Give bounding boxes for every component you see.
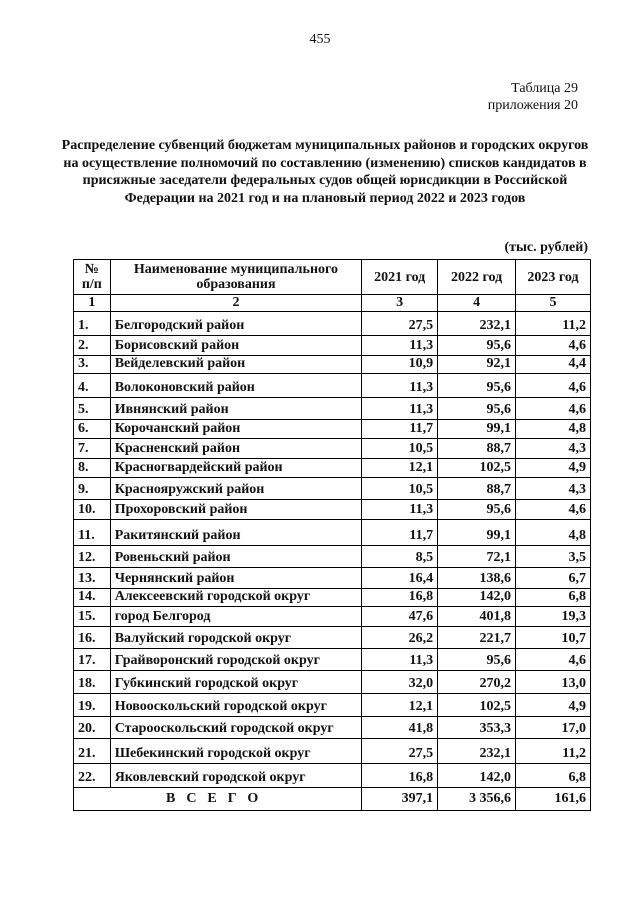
row-2022: 95,6 xyxy=(438,374,516,398)
row-number: 21. xyxy=(74,739,111,764)
table-row xyxy=(74,739,591,764)
row-name: Корочанский район xyxy=(110,420,362,439)
row-name: Алексеевский городской округ xyxy=(110,589,362,607)
units-label: (тыс. рублей) xyxy=(504,240,588,255)
row-number: 22. xyxy=(74,764,111,788)
colnum-2: 2 xyxy=(110,295,362,312)
row-2021: 16,8 xyxy=(362,589,438,607)
row-name: Валуйский городской округ xyxy=(110,627,362,649)
table-ref-line2: приложения 20 xyxy=(487,98,578,113)
row-2023: 4,3 xyxy=(516,478,591,500)
row-2023: 4,6 xyxy=(516,398,591,420)
row-number: 7. xyxy=(74,439,111,459)
row-2021: 41,8 xyxy=(362,717,438,739)
row-2023: 11,2 xyxy=(516,739,591,764)
table-row xyxy=(74,717,591,739)
row-name: Губкинский городской округ xyxy=(110,671,362,694)
row-name: Красногвардейский район xyxy=(110,459,362,478)
row-2023: 4,6 xyxy=(516,374,591,398)
row-number: 4. xyxy=(74,374,111,398)
row-name: Старооскольский городской округ xyxy=(110,717,362,739)
row-2023: 11,2 xyxy=(516,312,591,336)
row-name: Новооскольский городской округ xyxy=(110,694,362,717)
header-name: Наименование муниципального образования xyxy=(110,260,362,295)
row-2021: 10,5 xyxy=(362,478,438,500)
table-row xyxy=(74,589,591,607)
row-2023: 4,6 xyxy=(516,649,591,671)
row-2022: 102,5 xyxy=(438,694,516,717)
row-2022: 99,1 xyxy=(438,420,516,439)
row-2023: 6,8 xyxy=(516,589,591,607)
row-2023: 19,3 xyxy=(516,607,591,627)
row-number: 10. xyxy=(74,500,111,520)
row-2021: 12,1 xyxy=(362,459,438,478)
row-2023: 4,9 xyxy=(516,459,591,478)
row-2022: 232,1 xyxy=(438,312,516,336)
table-row xyxy=(74,500,591,520)
row-2022: 221,7 xyxy=(438,627,516,649)
row-2021: 8,5 xyxy=(362,546,438,568)
row-name: Шебекинский городской округ xyxy=(110,739,362,764)
row-2023: 17,0 xyxy=(516,717,591,739)
table-ref-line1: Таблица 29 xyxy=(511,81,578,96)
table-row xyxy=(74,649,591,671)
row-2021: 11,3 xyxy=(362,336,438,356)
row-2021: 47,6 xyxy=(362,607,438,627)
row-name: Белгородский район xyxy=(110,312,362,336)
row-number: 19. xyxy=(74,694,111,717)
colnum-5: 5 xyxy=(516,295,591,312)
table-row xyxy=(74,694,591,717)
row-2022: 142,0 xyxy=(438,589,516,607)
table-row xyxy=(74,374,591,398)
row-name: Чернянский район xyxy=(110,568,362,589)
header-2023: 2023 год xyxy=(516,260,591,295)
table-row xyxy=(74,568,591,589)
row-name: Грайворонский городской округ xyxy=(110,649,362,671)
table-row xyxy=(74,459,591,478)
row-2022: 95,6 xyxy=(438,398,516,420)
row-name: Красненский район xyxy=(110,439,362,459)
table-header-row xyxy=(74,260,591,295)
header-num: № п/п xyxy=(74,260,111,295)
row-name: Яковлевский городской округ xyxy=(110,764,362,788)
row-number: 15. xyxy=(74,607,111,627)
table-row xyxy=(74,764,591,788)
table-row xyxy=(74,627,591,649)
row-2022: 353,3 xyxy=(438,717,516,739)
row-2021: 32,0 xyxy=(362,671,438,694)
row-2021: 11,7 xyxy=(362,520,438,546)
row-number: 13. xyxy=(74,568,111,589)
row-2022: 88,7 xyxy=(438,439,516,459)
table-row xyxy=(74,398,591,420)
row-number: 8. xyxy=(74,459,111,478)
row-2021: 11,3 xyxy=(362,398,438,420)
row-2021: 11,3 xyxy=(362,649,438,671)
header-2022: 2022 год xyxy=(438,260,516,295)
table-row xyxy=(74,312,591,336)
table-row xyxy=(74,546,591,568)
row-2022: 99,1 xyxy=(438,520,516,546)
total-2023: 161,6 xyxy=(516,788,591,811)
row-2021: 10,5 xyxy=(362,439,438,459)
colnum-3: 3 xyxy=(362,295,438,312)
row-2023: 4,4 xyxy=(516,356,591,374)
row-number: 1. xyxy=(74,312,111,336)
row-2021: 11,3 xyxy=(362,374,438,398)
subventions-table xyxy=(73,259,591,811)
row-2021: 27,5 xyxy=(362,739,438,764)
row-2022: 95,6 xyxy=(438,336,516,356)
row-2023: 13,0 xyxy=(516,671,591,694)
row-2021: 26,2 xyxy=(362,627,438,649)
row-2023: 10,7 xyxy=(516,627,591,649)
row-2022: 95,6 xyxy=(438,500,516,520)
row-2023: 4,6 xyxy=(516,336,591,356)
row-number: 16. xyxy=(74,627,111,649)
total-row xyxy=(74,788,591,811)
table-row xyxy=(74,420,591,439)
row-number: 18. xyxy=(74,671,111,694)
row-2022: 401,8 xyxy=(438,607,516,627)
row-2023: 4,8 xyxy=(516,420,591,439)
row-number: 3. xyxy=(74,356,111,374)
row-number: 17. xyxy=(74,649,111,671)
table-row xyxy=(74,439,591,459)
document-title: Распределение субвенций бюджетам муниципальных районов и городских округов на осуществление полномочий по составлению (изменению) списков кандидатов в присяжные заседатели федеральных судов общей юрисдикции в Российской Федерации на 2021 год и на плановый период 2022 и 2023 годов xyxy=(61,138,589,206)
row-2022: 142,0 xyxy=(438,764,516,788)
row-2022: 232,1 xyxy=(438,739,516,764)
row-2022: 270,2 xyxy=(438,671,516,694)
row-2021: 16,8 xyxy=(362,764,438,788)
total-2021: 397,1 xyxy=(362,788,438,811)
row-name: Ровеньский район xyxy=(110,546,362,568)
row-2023: 3,5 xyxy=(516,546,591,568)
row-number: 11. xyxy=(74,520,111,546)
table-reference xyxy=(488,80,578,114)
table-row xyxy=(74,520,591,546)
row-2023: 4,3 xyxy=(516,439,591,459)
row-2022: 95,6 xyxy=(438,649,516,671)
colnum-4: 4 xyxy=(438,295,516,312)
row-2021: 11,3 xyxy=(362,500,438,520)
row-2021: 12,1 xyxy=(362,694,438,717)
total-label: ВСЕГО xyxy=(74,788,362,811)
row-name: Борисовский район xyxy=(110,336,362,356)
row-2021: 16,4 xyxy=(362,568,438,589)
row-2021: 27,5 xyxy=(362,312,438,336)
row-number: 2. xyxy=(74,336,111,356)
row-2022: 138,6 xyxy=(438,568,516,589)
row-2022: 72,1 xyxy=(438,546,516,568)
row-number: 6. xyxy=(74,420,111,439)
row-number: 5. xyxy=(74,398,111,420)
row-2023: 4,8 xyxy=(516,520,591,546)
row-name: город Белгород xyxy=(110,607,362,627)
colnum-1: 1 xyxy=(74,295,111,312)
row-name: Краснояружский район xyxy=(110,478,362,500)
row-name: Прохоровский район xyxy=(110,500,362,520)
row-name: Ивнянский район xyxy=(110,398,362,420)
row-number: 14. xyxy=(74,589,111,607)
column-numbers-row xyxy=(74,295,591,312)
total-2022: 3 356,6 xyxy=(438,788,516,811)
row-2022: 92,1 xyxy=(438,356,516,374)
row-2021: 11,7 xyxy=(362,420,438,439)
row-2022: 102,5 xyxy=(438,459,516,478)
row-name: Волоконовский район xyxy=(110,374,362,398)
row-2023: 6,7 xyxy=(516,568,591,589)
row-2023: 4,6 xyxy=(516,500,591,520)
table-row xyxy=(74,478,591,500)
table-row xyxy=(74,671,591,694)
row-number: 12. xyxy=(74,546,111,568)
table-row xyxy=(74,336,591,356)
row-name: Вейделевский район xyxy=(110,356,362,374)
page-number: 455 xyxy=(309,32,331,47)
table-row xyxy=(74,356,591,374)
row-number: 9. xyxy=(74,478,111,500)
row-2023: 6,8 xyxy=(516,764,591,788)
header-2021: 2021 год xyxy=(362,260,438,295)
row-2023: 4,9 xyxy=(516,694,591,717)
row-2022: 88,7 xyxy=(438,478,516,500)
row-2021: 10,9 xyxy=(362,356,438,374)
row-number: 20. xyxy=(74,717,111,739)
table-row xyxy=(74,607,591,627)
row-name: Ракитянский район xyxy=(110,520,362,546)
